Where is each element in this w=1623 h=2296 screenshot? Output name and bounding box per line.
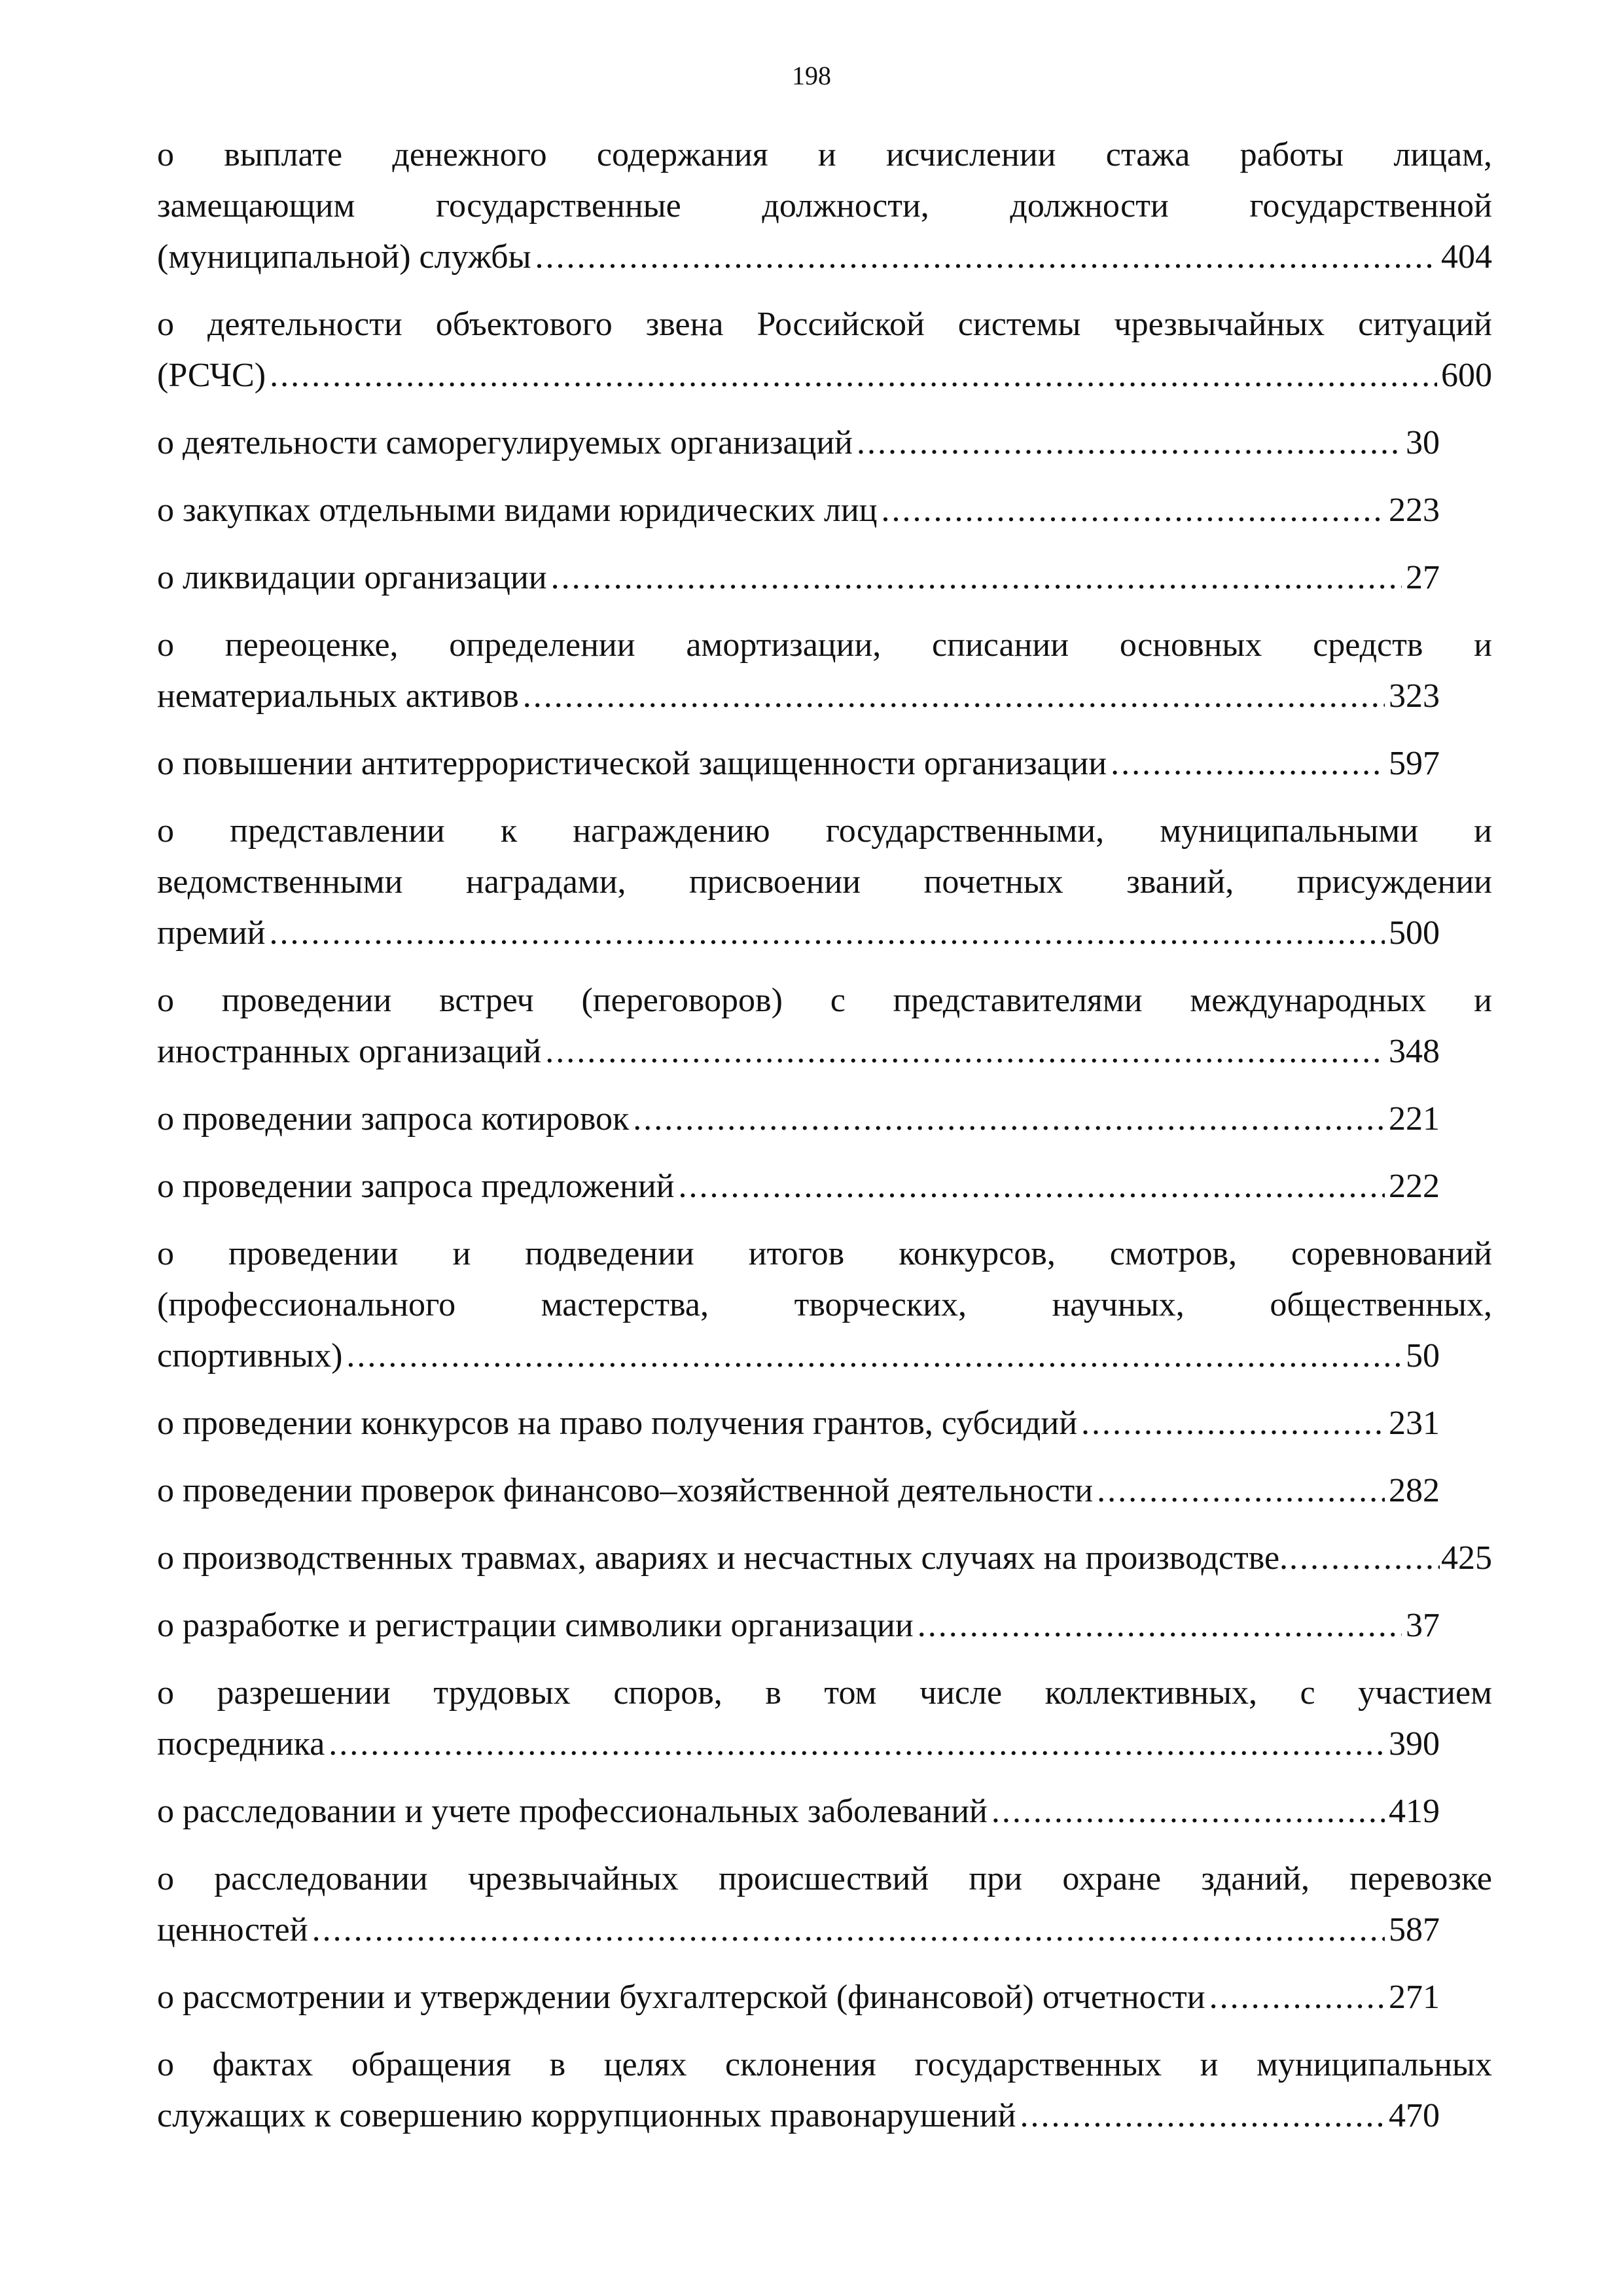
dot-leader — [346, 1331, 1402, 1382]
dot-leader — [1289, 1533, 1440, 1584]
entry-text-tail: о производственных травмах, авариях и несчастных случаях на производстве. — [157, 1539, 1289, 1577]
index-entry — [157, 1161, 1492, 1212]
page-reference: 323 — [1389, 677, 1440, 715]
index-entry — [157, 485, 1492, 536]
entry-text-tail: о повышении антитеррористической защищенности организации — [157, 745, 1107, 782]
page-reference: 587 — [1389, 1911, 1440, 1948]
entry-text-tail: ценностей — [157, 1911, 308, 1948]
dot-leader — [551, 552, 1402, 603]
dot-leader — [270, 350, 1437, 401]
index-entry — [157, 1533, 1492, 1584]
entry-text-line: о фактах обращения в целях склонения государственных и муниципальных — [157, 2046, 1492, 2083]
entry-text-tail: посредника — [157, 1725, 325, 1763]
entry-text-line: о выплате денежного содержания и исчислении стажа работы лицам, — [157, 136, 1492, 173]
entry-text-tail: иностранных организаций — [157, 1033, 542, 1070]
dot-leader — [857, 418, 1402, 469]
page-reference: 50 — [1406, 1337, 1440, 1374]
index-entry — [157, 552, 1492, 603]
dot-leader — [918, 1600, 1402, 1651]
entry-text-line: ведомственными наградами, присвоении почетных званий, присуждении — [157, 863, 1492, 901]
page-reference: 348 — [1389, 1033, 1440, 1070]
entry-text-tail: о проведении запроса котировок — [157, 1100, 630, 1138]
page-reference: 500 — [1389, 914, 1440, 952]
entry-text-tail: о расследовании и учете профессиональных заболеваний — [157, 1793, 988, 1830]
page-reference: 597 — [1389, 745, 1440, 782]
page-reference: 600 — [1441, 357, 1492, 394]
index-entry — [157, 130, 1492, 283]
entry-text-tail: о проведении проверок финансово–хозяйственной деятельности — [157, 1472, 1094, 1509]
page-reference: 271 — [1389, 1979, 1440, 2016]
entry-text-line: о переоценке, определении амортизации, списании основных средств и — [157, 626, 1492, 664]
dot-leader — [1081, 1398, 1385, 1449]
index-entry — [157, 1229, 1492, 1382]
index-entry — [157, 1786, 1492, 1837]
dot-leader — [545, 1026, 1385, 1077]
index-entry — [157, 806, 1492, 959]
page-reference: 222 — [1389, 1168, 1440, 1205]
page-reference: 231 — [1389, 1405, 1440, 1442]
page-reference: 37 — [1406, 1607, 1440, 1644]
entry-text-tail: о проведении запроса предложений — [157, 1168, 675, 1205]
entry-text-line: о расследовании чрезвычайных происшествий при охране зданий, перевозке — [157, 1860, 1492, 1897]
entry-text-line: о представлении к награждению государственными, муниципальными и — [157, 812, 1492, 850]
page-reference: 221 — [1389, 1100, 1440, 1138]
page-reference: 223 — [1389, 492, 1440, 529]
dot-leader — [312, 1905, 1385, 1956]
entry-text-tail: о разработке и регистрации символики организации — [157, 1607, 914, 1644]
page-reference: 390 — [1389, 1725, 1440, 1763]
subject-index-list — [157, 130, 1492, 2158]
index-entry — [157, 1094, 1492, 1145]
index-entry — [157, 299, 1492, 401]
entry-text-line: о разрешении трудовых споров, в том числе коллективных, с участием — [157, 1674, 1492, 1712]
index-entry — [157, 975, 1492, 1077]
entry-text-tail: (муниципальной) службы — [157, 238, 531, 276]
index-entry — [157, 1668, 1492, 1770]
page-reference: 30 — [1406, 424, 1440, 461]
dot-leader — [633, 1094, 1385, 1145]
dot-leader — [329, 1719, 1385, 1770]
dot-leader — [679, 1161, 1385, 1212]
page-reference: 470 — [1389, 2097, 1440, 2134]
index-entry — [157, 1854, 1492, 1956]
dot-leader — [1111, 738, 1385, 789]
dot-leader — [523, 671, 1385, 722]
entry-text-line: (профессионального мастерства, творческих, научных, общественных, — [157, 1286, 1492, 1323]
page-reference: 425 — [1441, 1539, 1492, 1577]
entry-text-tail: о закупках отдельными видами юридических лиц — [157, 492, 878, 529]
entry-text-tail: спортивных) — [157, 1337, 343, 1374]
page-reference: 27 — [1406, 559, 1440, 596]
dot-leader — [1020, 2090, 1385, 2142]
page-number: 198 — [792, 61, 831, 90]
entry-text-tail: о проведении конкурсов на право получения грантов, субсидий — [157, 1405, 1078, 1442]
index-entry — [157, 620, 1492, 722]
index-entry — [157, 1398, 1492, 1449]
entry-text-tail: премий — [157, 914, 266, 952]
index-entry — [157, 1465, 1492, 1516]
entry-text-line: о деятельности объектового звена Российской системы чрезвычайных ситуаций — [157, 306, 1492, 343]
entry-text-tail: о ликвидации организации — [157, 559, 547, 596]
entry-text-tail: о деятельности саморегулируемых организаций — [157, 424, 853, 461]
entry-text-tail: о рассмотрении и утверждении бухгалтерской (финансовой) отчетности — [157, 1979, 1205, 2016]
dot-leader — [1209, 1972, 1385, 2023]
entry-text-line: о проведении и подведении итогов конкурсов, смотров, соревнований — [157, 1235, 1492, 1272]
entry-text-line: о проведении встреч (переговоров) с представителями международных и — [157, 982, 1492, 1019]
dot-leader — [535, 232, 1437, 283]
page-reference: 282 — [1389, 1472, 1440, 1509]
entry-text-tail: нематериальных активов — [157, 677, 519, 715]
index-entry — [157, 418, 1492, 469]
dot-leader — [991, 1786, 1385, 1837]
dot-leader — [1097, 1465, 1385, 1516]
entry-text-tail: (РСЧС) — [157, 357, 266, 394]
index-entry — [157, 1972, 1492, 2023]
entry-text-tail: служащих к совершению коррупционных правонарушений — [157, 2097, 1016, 2134]
dot-leader — [269, 908, 1385, 959]
page-reference: 419 — [1389, 1793, 1440, 1830]
entry-text-line: замещающим государственные должности, должности государственной — [157, 187, 1492, 224]
dot-leader — [882, 485, 1385, 536]
index-entry — [157, 2039, 1492, 2142]
page-reference: 404 — [1441, 238, 1492, 276]
index-entry — [157, 1600, 1492, 1651]
index-entry — [157, 738, 1492, 789]
